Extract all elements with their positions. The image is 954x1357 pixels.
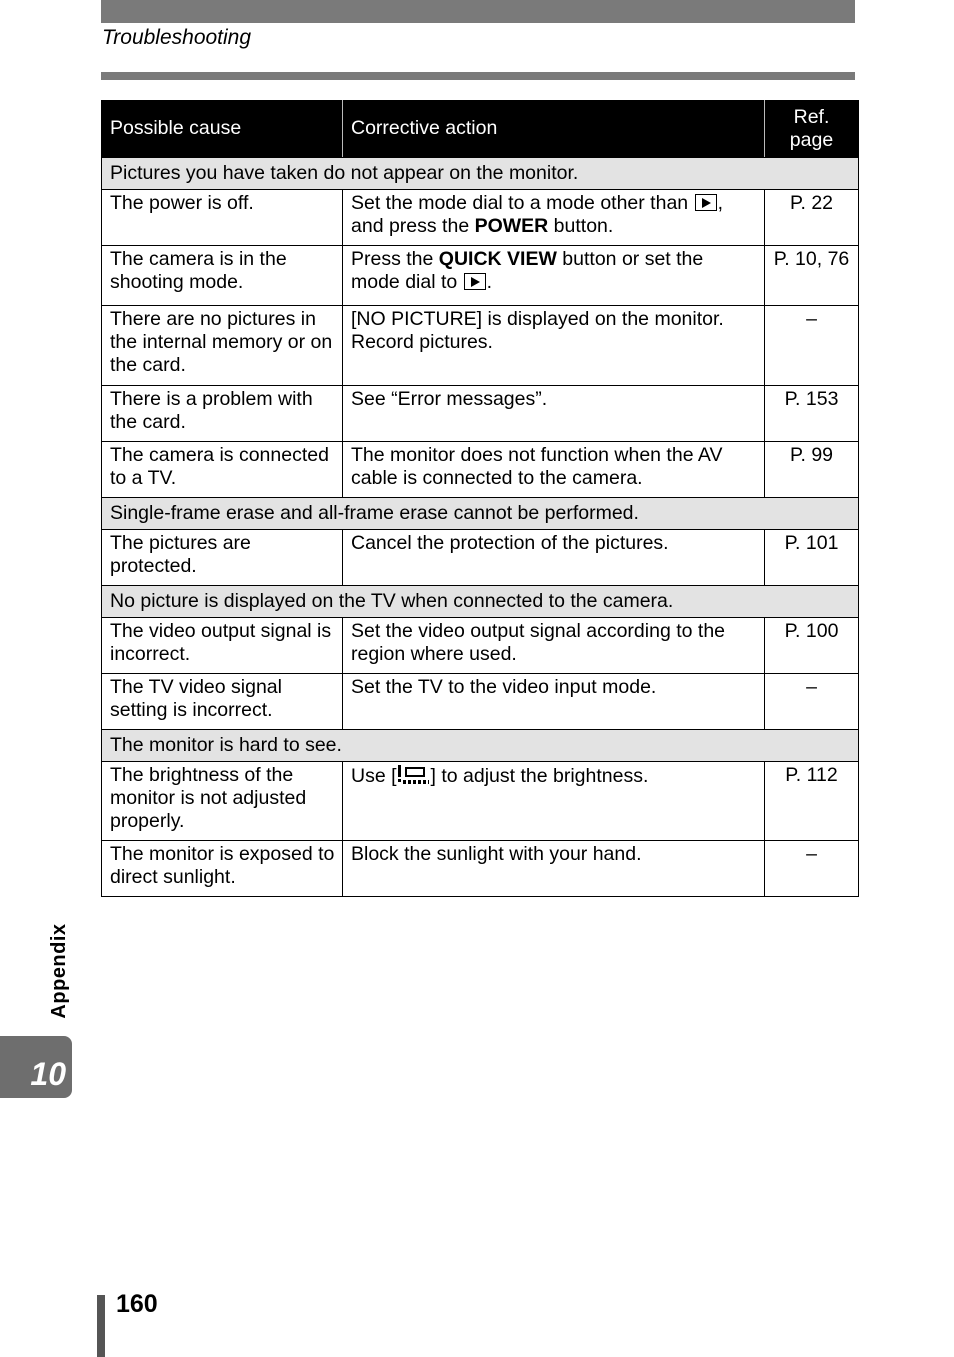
chapter-tab [0, 1036, 72, 1098]
action-text: . [486, 271, 493, 293]
group-title: Single-frame erase and all-frame erase cannot be performed. [102, 498, 859, 530]
ref-page-cell: P. 101 [765, 530, 859, 586]
ref-page-cell: – [765, 306, 859, 386]
ref-page-cell: – [765, 841, 859, 897]
group-header-row [102, 158, 859, 190]
table-row [102, 618, 859, 674]
header-rule [101, 72, 855, 80]
action-text: button. [548, 215, 614, 237]
group-header-row [102, 730, 859, 762]
cause-cell: The camera is connected to a TV. [102, 442, 343, 498]
action-text: Press the [351, 248, 439, 270]
group-header-row [102, 498, 859, 530]
cause-cell: The pictures are protected. [102, 530, 343, 586]
column-header-action: Corrective action [343, 101, 765, 158]
group-header-row [102, 586, 859, 618]
section-title: Troubleshooting [102, 26, 252, 49]
action-cell: Set the TV to the video input mode. [343, 674, 765, 730]
action-cell [343, 190, 765, 246]
appendix-side-label: Appendix [48, 923, 70, 1019]
action-cell: Block the sunlight with your hand. [343, 841, 765, 897]
table-row [102, 442, 859, 498]
ref-page-cell: P. 112 [765, 762, 859, 841]
action-text: Use [ [351, 765, 397, 787]
ref-page-cell: P. 22 [765, 190, 859, 246]
ref-header-line1: Ref. [793, 106, 830, 128]
table-row [102, 386, 859, 442]
cause-cell: The monitor is exposed to direct sunlight. [102, 841, 343, 897]
troubleshooting-table [101, 100, 859, 897]
playback-icon [464, 273, 486, 290]
action-cell [343, 246, 765, 306]
table-row [102, 674, 859, 730]
action-cell: See “Error messages”. [343, 386, 765, 442]
action-text: and press the [351, 215, 475, 237]
table-row [102, 530, 859, 586]
column-header-cause: Possible cause [102, 101, 343, 158]
action-text: button or set the mode dial to [351, 248, 704, 293]
action-cell: The monitor does not function when the AV cable is connected to the camera. [343, 442, 765, 498]
table-row [102, 306, 859, 386]
cause-cell: The TV video signal setting is incorrect. [102, 674, 343, 730]
header-bar [101, 0, 855, 23]
action-cell: [NO PICTURE] is displayed on the monitor. Record pictures. [343, 306, 765, 386]
table-row [102, 190, 859, 246]
ref-page-cell: P. 10, 76 [765, 246, 859, 306]
page-number-bar [97, 1295, 105, 1357]
action-cell: Set the video output signal according to the region where used. [343, 618, 765, 674]
action-text: Set the mode dial to a mode other than [351, 192, 694, 214]
group-title: The monitor is hard to see. [102, 730, 859, 762]
ref-page-cell: – [765, 674, 859, 730]
ref-page-cell: P. 99 [765, 442, 859, 498]
power-button-name: POWER [474, 215, 549, 237]
chapter-number: 10 [30, 1056, 66, 1092]
group-title: Pictures you have taken do not appear on the monitor. [102, 158, 859, 190]
cause-cell: The camera is in the shooting mode. [102, 246, 343, 306]
action-cell: Cancel the protection of the pictures. [343, 530, 765, 586]
table-row [102, 762, 859, 841]
table-row [102, 246, 859, 306]
cause-cell: The power is off. [102, 190, 343, 246]
ref-page-cell: P. 100 [765, 618, 859, 674]
ref-page-cell: P. 153 [765, 386, 859, 442]
cause-cell: The video output signal is incorrect. [102, 618, 343, 674]
action-text: ] to adjust the brightness. [430, 765, 649, 787]
group-title: No picture is displayed on the TV when connected to the camera. [102, 586, 859, 618]
column-header-ref-page [765, 101, 859, 158]
cause-cell: There are no pictures in the internal memory or on the card. [102, 306, 343, 386]
action-text: , [717, 192, 723, 214]
playback-icon [695, 194, 717, 211]
ref-header-line2: page [789, 129, 834, 151]
cause-cell: There is a problem with the card. [102, 386, 343, 442]
cause-cell: The brightness of the monitor is not adjusted properly. [102, 762, 343, 841]
table-header-row [102, 101, 859, 158]
page-number: 160 [116, 1290, 158, 1318]
monitor-brightness-icon [397, 764, 431, 786]
table-row [102, 841, 859, 897]
quick-view-button-name: QUICK VIEW [438, 248, 557, 270]
action-cell [343, 762, 765, 841]
